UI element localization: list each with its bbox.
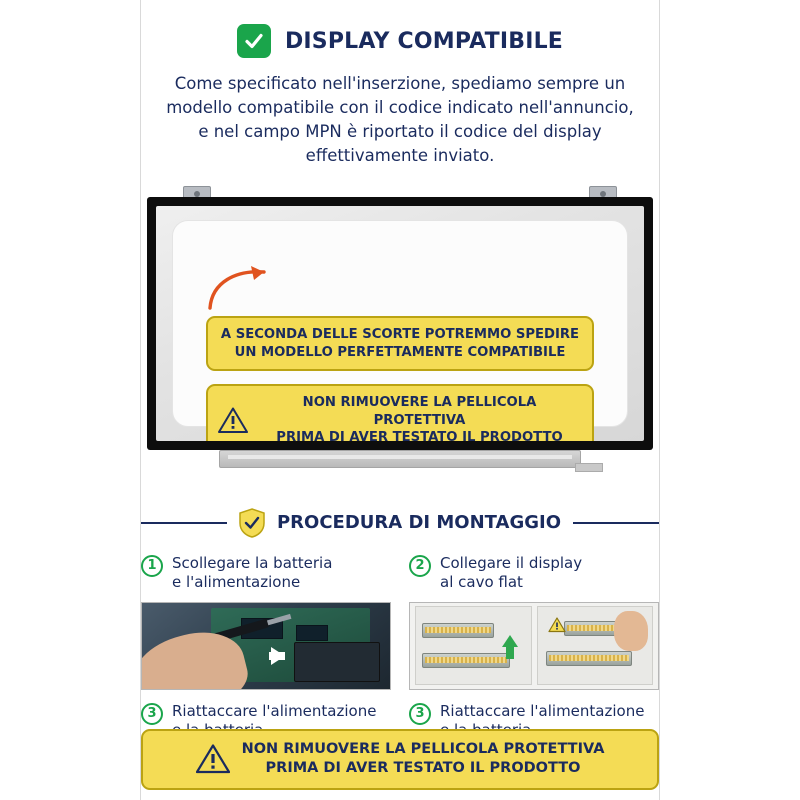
divider-left — [141, 522, 227, 524]
footer-warning-banner — [141, 729, 659, 790]
connector-contacts — [425, 627, 491, 633]
step-2-line-2: al cavo flat — [440, 573, 523, 592]
footer-warning-text — [242, 740, 605, 779]
step-3-right-line-1: Riattaccare l'alimentazione — [440, 701, 645, 720]
protective-film-callout — [206, 384, 594, 441]
connector-closeup-left — [415, 606, 532, 685]
flat-connector-right-1 — [546, 651, 632, 666]
fingers — [614, 611, 648, 651]
intro-line-1: Come specificato nell'inserzione, spediamo sempre un — [174, 74, 626, 93]
curved-arrow-icon — [206, 264, 276, 312]
assembly-section-header — [141, 508, 659, 538]
step-1-header — [141, 554, 391, 593]
page-title: DISPLAY COMPATIBILE — [284, 28, 564, 54]
protective-film-callout-text — [257, 394, 582, 441]
warning-triangle-icon — [548, 617, 566, 633]
divider-right — [573, 522, 659, 524]
step-2-text — [440, 554, 582, 593]
green-arrow-icon — [502, 635, 518, 647]
connector-closeup-right — [537, 606, 654, 685]
step-1-number: 1 — [141, 555, 163, 577]
step-2 — [409, 554, 659, 690]
panel-surface — [156, 206, 644, 441]
footer-warning-line-2: PRIMA DI AVER TESTATO IL PRODOTTO — [265, 760, 581, 777]
intro-paragraph — [149, 72, 651, 168]
protective-film-callout-line-2: PRIMA DI AVER TESTATO IL PRODOTTO — [276, 430, 563, 441]
footer-warning-line-1: NON RIMUOVERE LA PELLICOLA PROTETTIVA — [241, 740, 605, 757]
check-mark-icon — [237, 24, 271, 58]
flat-connector-left-2 — [422, 623, 494, 638]
step-1 — [141, 554, 391, 690]
step-2-number: 2 — [409, 555, 431, 577]
display-panel-illustration — [141, 186, 659, 486]
white-arrow-icon — [271, 647, 285, 665]
compatibility-callout-line-2: UN MODELLO PERFETTAMENTE COMPATIBILE — [234, 344, 566, 360]
steps-top-row — [141, 554, 659, 690]
panel-bottom-tab — [575, 463, 603, 472]
laptop-motherboard-photo — [141, 602, 391, 690]
intro-line-3: e nel campo MPN è riportato il codice del display — [198, 121, 602, 141]
step-1-text — [172, 554, 332, 593]
right-margin-rule — [659, 0, 660, 800]
header — [141, 24, 659, 58]
intro-line-4: effettivamente inviato. — [305, 145, 495, 165]
step-1-line-2: e l'alimentazione — [172, 573, 301, 592]
battery-area — [294, 642, 380, 682]
step-2-header — [409, 554, 659, 593]
warning-triangle-icon — [218, 407, 248, 434]
connector-contacts — [549, 655, 629, 661]
step-2-line-1: Collegare il display — [440, 553, 583, 572]
connector-contacts — [425, 657, 507, 663]
step-3-left-line-1: Riattaccare l'alimentazione — [172, 701, 377, 720]
step-3-left-number: 3 — [141, 703, 163, 725]
step-1-line-1: Scollegare la batteria — [172, 553, 333, 572]
flat-cable-connector-photo — [409, 602, 659, 690]
compatibility-callout — [206, 316, 594, 372]
warning-triangle-icon — [196, 744, 230, 774]
panel-bezel — [147, 197, 653, 450]
flat-connector-left-1 — [422, 653, 510, 668]
shield-icon — [239, 508, 265, 538]
protective-film-callout-line-1: NON RIMUOVERE LA PELLICOLA PROTETTIVA — [302, 394, 537, 428]
intro-line-2: modello compatibile con il codice indicato nell'annuncio, — [166, 97, 634, 117]
panel-bottom-strip — [219, 450, 581, 468]
assembly-section-title: PROCEDURA DI MONTAGGIO — [276, 512, 562, 534]
compatibility-callout-line-1: A SECONDA DELLE SCORTE POTREMMO SPEDIRE — [220, 326, 580, 342]
step-3-right-number: 3 — [409, 703, 431, 725]
pcb-chip-2 — [296, 625, 328, 641]
content-column — [141, 0, 659, 800]
